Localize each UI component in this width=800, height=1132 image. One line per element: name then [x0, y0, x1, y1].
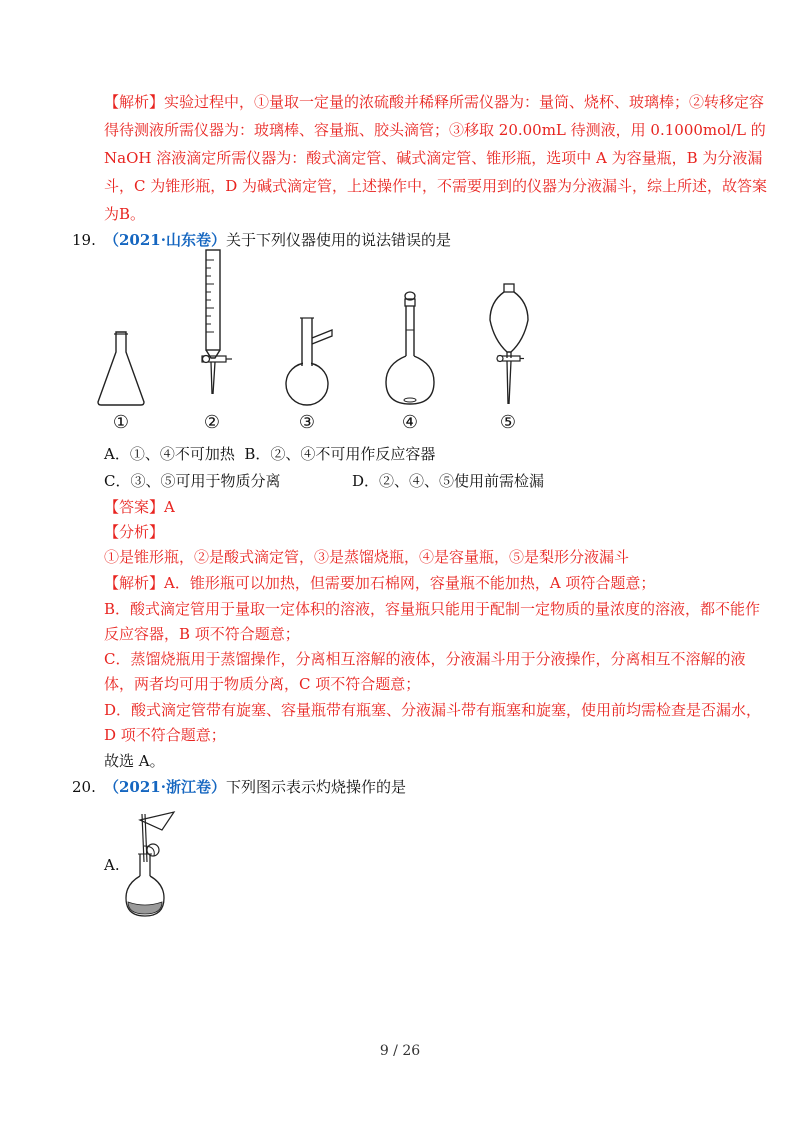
q19-analysis-text: ①是锥形瓶，②是酸式滴定管，③是蒸馏烧瓶，④是容量瓶，⑤是梨形分液漏斗	[104, 548, 630, 566]
apparatus-label-5: ⑤	[499, 412, 517, 433]
q20-number: 20.	[72, 778, 96, 796]
apparatus-label-3: ③	[298, 412, 316, 433]
q19-option-c: C．③、⑤可用于物质分离	[104, 472, 281, 490]
q19-explanation-line-5: 体，两者均可用于物质分离，C 项不符合题意；	[104, 675, 421, 693]
q19-analysis-label: 【分析】	[104, 523, 165, 541]
analysis-text: 实验过程中，①量取一定量的浓硫酸并稀释所需仪器为：量筒、烧杯、玻璃棒；②转移定容	[164, 93, 765, 111]
apparatus-label-1: ①	[112, 412, 130, 433]
q20-option-a-label: A.	[104, 856, 120, 874]
q19-explanation-line-7: D 项不符合题意；	[104, 726, 226, 744]
q18-analysis-line-3: NaOH 溶液滴定所需仪器为：酸式滴定管、碱式滴定管、锥形瓶，选项中 A 为容量瓶，B 为分液漏	[104, 149, 763, 167]
apparatus-label-2: ②	[203, 412, 221, 433]
q19-conclusion: 故选 A。	[104, 752, 165, 770]
q19-stem-text: 关于下列仪器使用的说法错误的是	[225, 231, 451, 249]
q18-analysis-line-5: 为B。	[104, 205, 146, 223]
analysis-tag: 【解析】	[104, 93, 165, 111]
distillation-flask-figure	[280, 316, 340, 408]
q19-option-b: B．②、④不可用作反应容器	[244, 445, 436, 463]
conical-flask-figure	[96, 330, 146, 406]
q19-source: （2021·山东卷）	[104, 231, 226, 249]
q18-analysis-line-2: 得待测液所需仪器为：玻璃棒、容量瓶、胶头滴管；③移取 20.00mL 待测液，用 0.1000mol/L 的	[104, 121, 766, 139]
acid-burette-figure	[196, 248, 236, 398]
q19-explanation-line-3: 反应容器，B 项不符合题意；	[104, 625, 300, 643]
q19-explanation-line-2: B．酸式滴定管用于量取一定体积的溶液，容量瓶只能用于配制一定物质的量浓度的溶液，都不能作	[104, 600, 761, 618]
page-indicator: 9 / 26	[379, 1043, 421, 1059]
q18-analysis-line-4: 斗，C 为锥形瓶，D 为碱式滴定管，上述操作中，不需要用到的仪器为分液漏斗，综上所述，故答案	[104, 177, 768, 195]
q19-option-line-1	[104, 443, 435, 465]
volumetric-flask-figure	[382, 290, 438, 408]
q19-option-a: A．①、④不可加热	[104, 445, 235, 463]
separatory-funnel-figure	[484, 282, 534, 408]
q19-stem	[104, 229, 451, 251]
funnel-transfer-figure	[122, 806, 182, 918]
q19-number: 19.	[72, 231, 96, 249]
q19-explanation-line-4: C．蒸馏烧瓶用于蒸馏操作，分离相互溶解的液体，分液漏斗用于分液操作，分离相互不溶解的液	[104, 650, 746, 668]
q20-stem	[104, 776, 406, 798]
q19-answer: 【答案】A	[104, 498, 175, 516]
q20-stem-text: 下列图示表示灼烧操作的是	[225, 778, 406, 796]
q19-explanation-line-6: D．酸式滴定管带有旋塞、容量瓶带有瓶塞、分液漏斗带有瓶塞和旋塞，使用前均需检查是否漏水，	[104, 701, 762, 719]
apparatus-label-4: ④	[401, 412, 419, 433]
q19-option-d: D．②、④、⑤使用前需检漏	[352, 472, 545, 490]
q20-source: （2021·浙江卷）	[104, 778, 226, 796]
q18-analysis-line-1	[104, 91, 764, 113]
q19-explanation-line-1: 【解析】A．锥形瓶可以加热，但需要加石棉网，容量瓶不能加热，A 项符合题意；	[104, 574, 656, 592]
